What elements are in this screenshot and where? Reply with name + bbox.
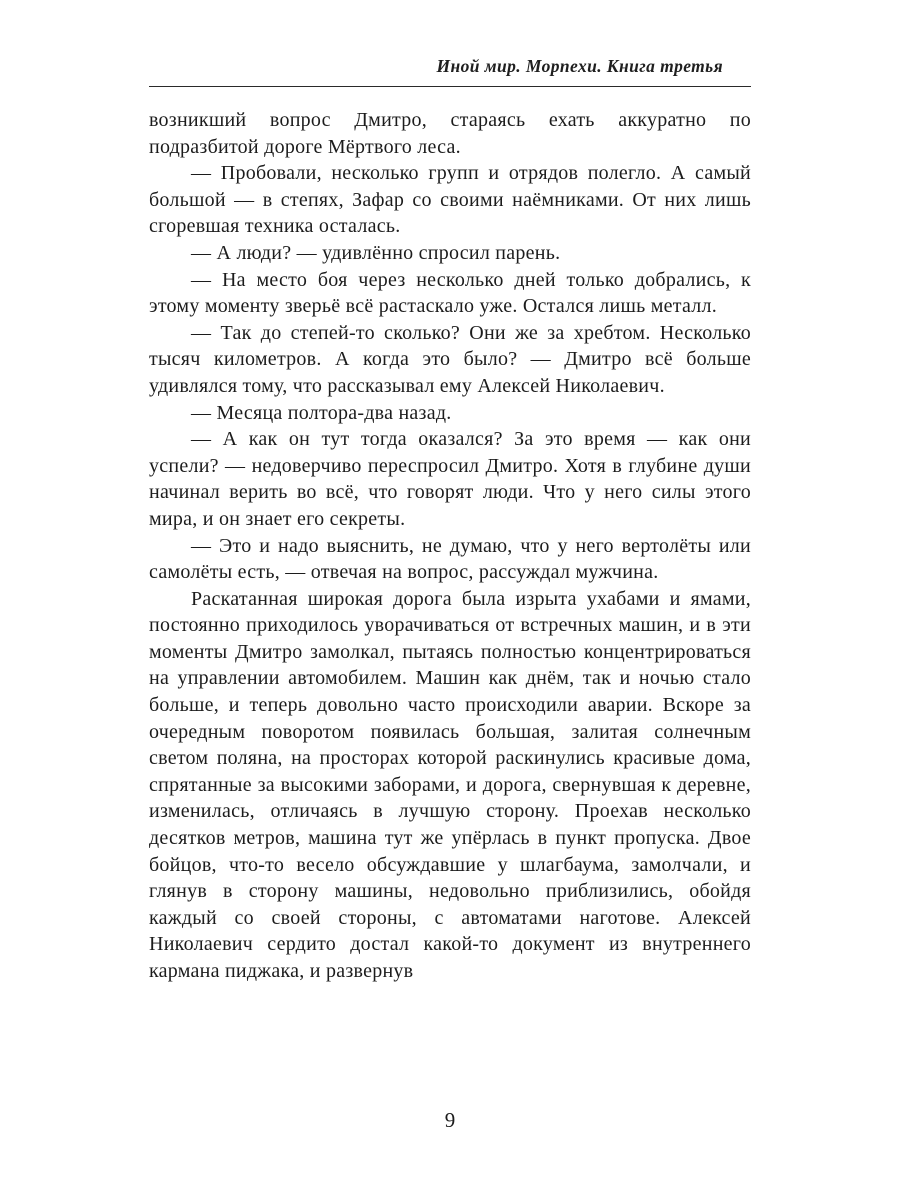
paragraph: Раскатанная широкая дорога была изрыта ухабами и ямами, постоянно приходилось уворачиваться от встречных машин, и в эти моменты Дмитро замолкал, пытаясь полностью концентрироваться на управлении автомобилем. Машин как днём, так и ночью стало больше, и теперь довольно часто происходили аварии. Вскоре за очередным поворотом появилась большая, залитая солнечным светом поляна, на просторах которой раскинулись красивые дома, спрятанные за высокими заборами, и дорога, свернувшая к деревне, изменилась, отличаясь в лучшую сторону. Проехав несколько десятков метров, машина тут же упёрлась в пункт пропуска. Двое бойцов, что-то весело обсуждавшие у шлагбаума, замолчали, и глянув в сторону машины, недовольно приблизились, обойдя каждый со своей стороны, с автоматами наготове. Алексей Николаевич сердито достал какой-то документ из внутреннего кармана пиджака, и развернув — [149, 587, 751, 982]
paragraph: — На место боя через несколько дней только добрались, к этому моменту зверьё всё растаскало уже. Остался лишь металл. — [149, 268, 751, 318]
paragraph: — Пробовали, несколько групп и отрядов полегло. А самый большой — в степях, Зафар со своими наёмниками. От них лишь сгоревшая техника осталась. — [149, 162, 751, 238]
running-head — [149, 56, 751, 87]
paragraph: — Так до степей-то сколько? Они же за хребтом. Несколько тысяч километров. А когда это было? — Дмитро всё больше удивлялся тому, что рассказывал ему Алексей Николаевич. — [149, 321, 751, 397]
text-column — [149, 56, 751, 985]
paragraph: возникший вопрос Дмитро, стараясь ехать аккуратно по подразбитой дороге Мёртвого леса. — [149, 109, 751, 158]
paragraph: — Месяца полтора-два назад. — [191, 401, 452, 424]
page-number: 9 — [444, 1108, 456, 1132]
body-text — [149, 107, 751, 985]
paragraph: — А как он тут тогда оказался? За это время — как они успели? — недоверчиво переспросил Дмитро. Хотя в глубине души начинал верить во всё, что говорят люди. Что у него силы этого мира, и он знает его секреты. — [149, 428, 751, 530]
running-head-title: Иной мир. Морпехи. Книга третья — [436, 56, 723, 76]
paragraph: — А люди? — удивлённо спросил парень. — [191, 241, 561, 264]
paragraph: — Это и надо выяснить, не думаю, что у него вертолёты или самолёты есть, — отвечая на вопрос, рассуждал мужчина. — [149, 534, 751, 584]
